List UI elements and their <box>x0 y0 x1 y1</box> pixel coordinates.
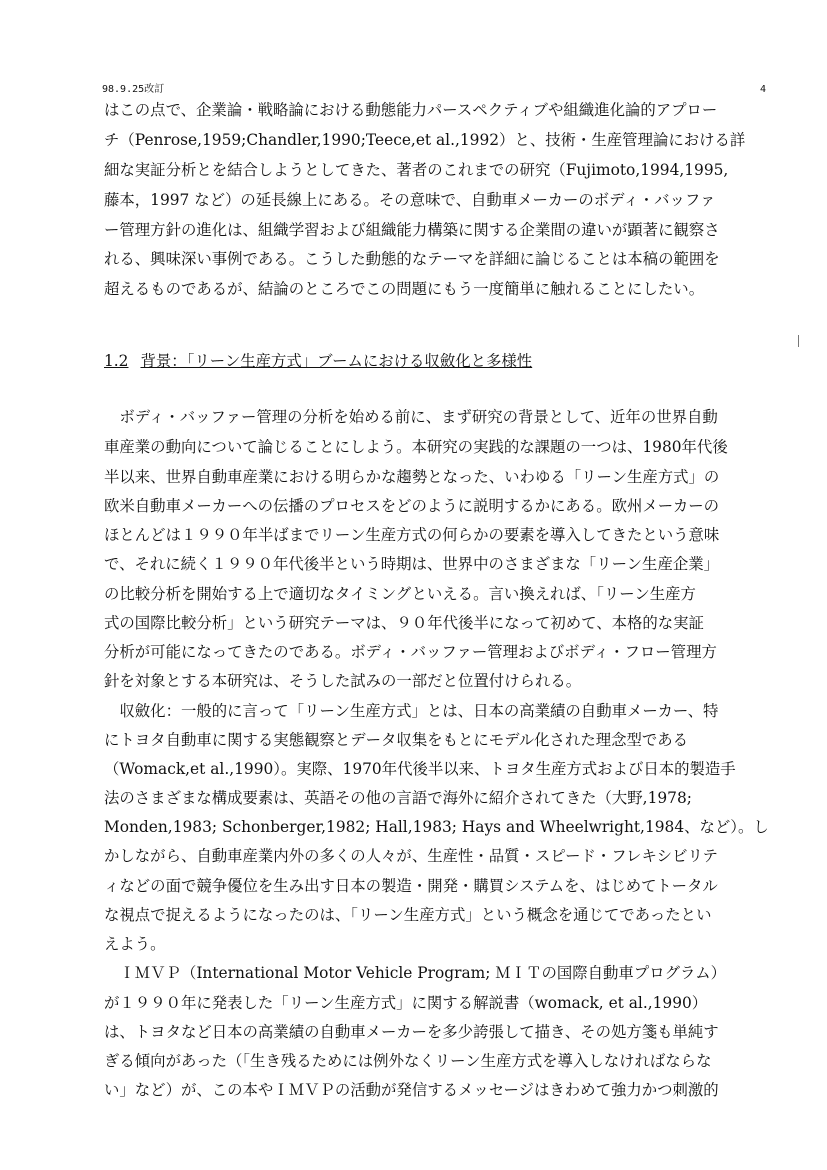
text-line: にトヨタ自動車に関する実態観察とデータ収集をもとにモデル化された理念型である <box>104 731 689 749</box>
text-line: い」など）が、この本やＩＭＶＰの活動が発信するメッセージはきわめて強力かつ刺激的 <box>104 1081 719 1099</box>
text-line: 針を対象とする本研究は、そうした試みの一部だと位置付けられる。 <box>104 672 582 690</box>
text-line: ィなどの面で競争優位を生み出す日本の製造・開発・購買システムを、はじめてトータル <box>104 877 718 895</box>
text-line: 細な実証分析とを結合しようとしてきた、著者のこれまでの研究（Fujimoto,1994,1995, <box>104 161 729 179</box>
text-line: 藤本，1997 など）の延長線上にある。その意味で、自動車メーカーのボディ・バッファ <box>104 191 716 209</box>
text-line: チ（Penrose,1959;Chandler,1990;Teece,et al.,1992）と、技術・生産管理論における詳 <box>104 131 746 149</box>
text-line: 超えるものであるが、結論のところでこの問題にもう一度簡単に触れることにしたい。 <box>104 280 705 298</box>
text-line: で、それに続く１９９０年代後半という時期は、世界中のさまざまな「リーン生産企業」 <box>104 555 720 573</box>
text-line: ボディ・バッファー管理の分析を始める前に、まず研究の背景として、近年の世界自動 <box>104 408 718 426</box>
text-line: はこの点で、企業論・戦略論における動態能力パースペクティブや組織進化論的アプロー <box>104 101 718 119</box>
page-number: 4 <box>760 84 767 95</box>
text-line: （Womack,et al.,1990）。実際、1970年代後半以来、トヨタ生産方式および日本的製造手 <box>104 760 736 778</box>
text-line: ＩＭＶＰ（International Motor Vehicle Program; ＭＩＴの国際自動車プログラム） <box>104 964 727 982</box>
text-line: の比較分析を開始する上で適切なタイミングといえる。言い換えれば、「リーン生産方 <box>104 585 696 603</box>
text-line: 分析が可能になってきたのである。ボディ・バッファー管理およびボディ・フロー管理方 <box>104 643 717 661</box>
section-heading <box>104 354 532 369</box>
revision-date: 98.9.25改訂 <box>102 84 165 95</box>
text-line: 法のさまざまな構成要素は、英語その他の言語で海外に紹介されてきた（大野,1978; <box>104 789 692 807</box>
text-line: 式の国際比較分析」という研究テーマは、９０年代後半になって初めて、本格的な実証 <box>104 614 704 632</box>
text-line: が１９９０年に発表した「リーン生産方式」に関する解説書（womack, et al.,1990） <box>104 994 708 1012</box>
text-line: 収斂化：一般的に言って「リーン生産方式」とは、日本の高業績の自動車メーカー、特 <box>104 702 719 720</box>
text-line: 欧米自動車メーカーへの伝播のプロセスをどのように説明するかにある。欧州メーカーの <box>104 497 720 515</box>
text-line: かしながら、自動車産業内外の多くの人々が、生産性・品質・スピード・フレキシビリテ <box>104 847 718 865</box>
text-line: ー管理方針の進化は、組織学習および組織能力構築に関する企業間の違いが顕著に観察さ <box>104 221 720 239</box>
text-line: えよう。 <box>104 935 166 953</box>
text-line: ほとんどは１９９０年半ばまでリーン生産方式の何らかの要素を導入してきたという意味 <box>104 526 720 544</box>
text-line: は、トヨタなど日本の高業績の自動車メーカーを多少誇張して描き、その処方箋も単純す <box>104 1023 719 1041</box>
text-line: 半以来、世界自動車産業における明らかな趨勢となった、いわゆる「リーン生産方式」の <box>104 468 720 486</box>
text-line: 車産業の動向について論じることにしよう。本研究の実践的な課題の一つは、1980年代後 <box>104 438 728 456</box>
text-line: れる、興味深い事例である。こうした動態的なテーマを詳細に論じることは本稿の範囲を <box>104 250 720 268</box>
text-line: な視点で捉えるようになったのは、「リーン生産方式」という概念を通じてであったとい <box>104 906 712 924</box>
text-line: Monden,1983; Schonberger,1982; Hall,1983; Hays and Wheelwright,1984、など）。し <box>104 818 769 836</box>
text-line: ぎる傾向があった（「生き残るためには例外なくリーン生産方式を導入しなければならな <box>104 1052 712 1070</box>
section-title: 背景：「リーン生産方式」ブームにおける収斂化と多様性 <box>140 352 533 370</box>
scan-mark <box>798 335 799 347</box>
section-number: 1.2 <box>104 352 129 370</box>
